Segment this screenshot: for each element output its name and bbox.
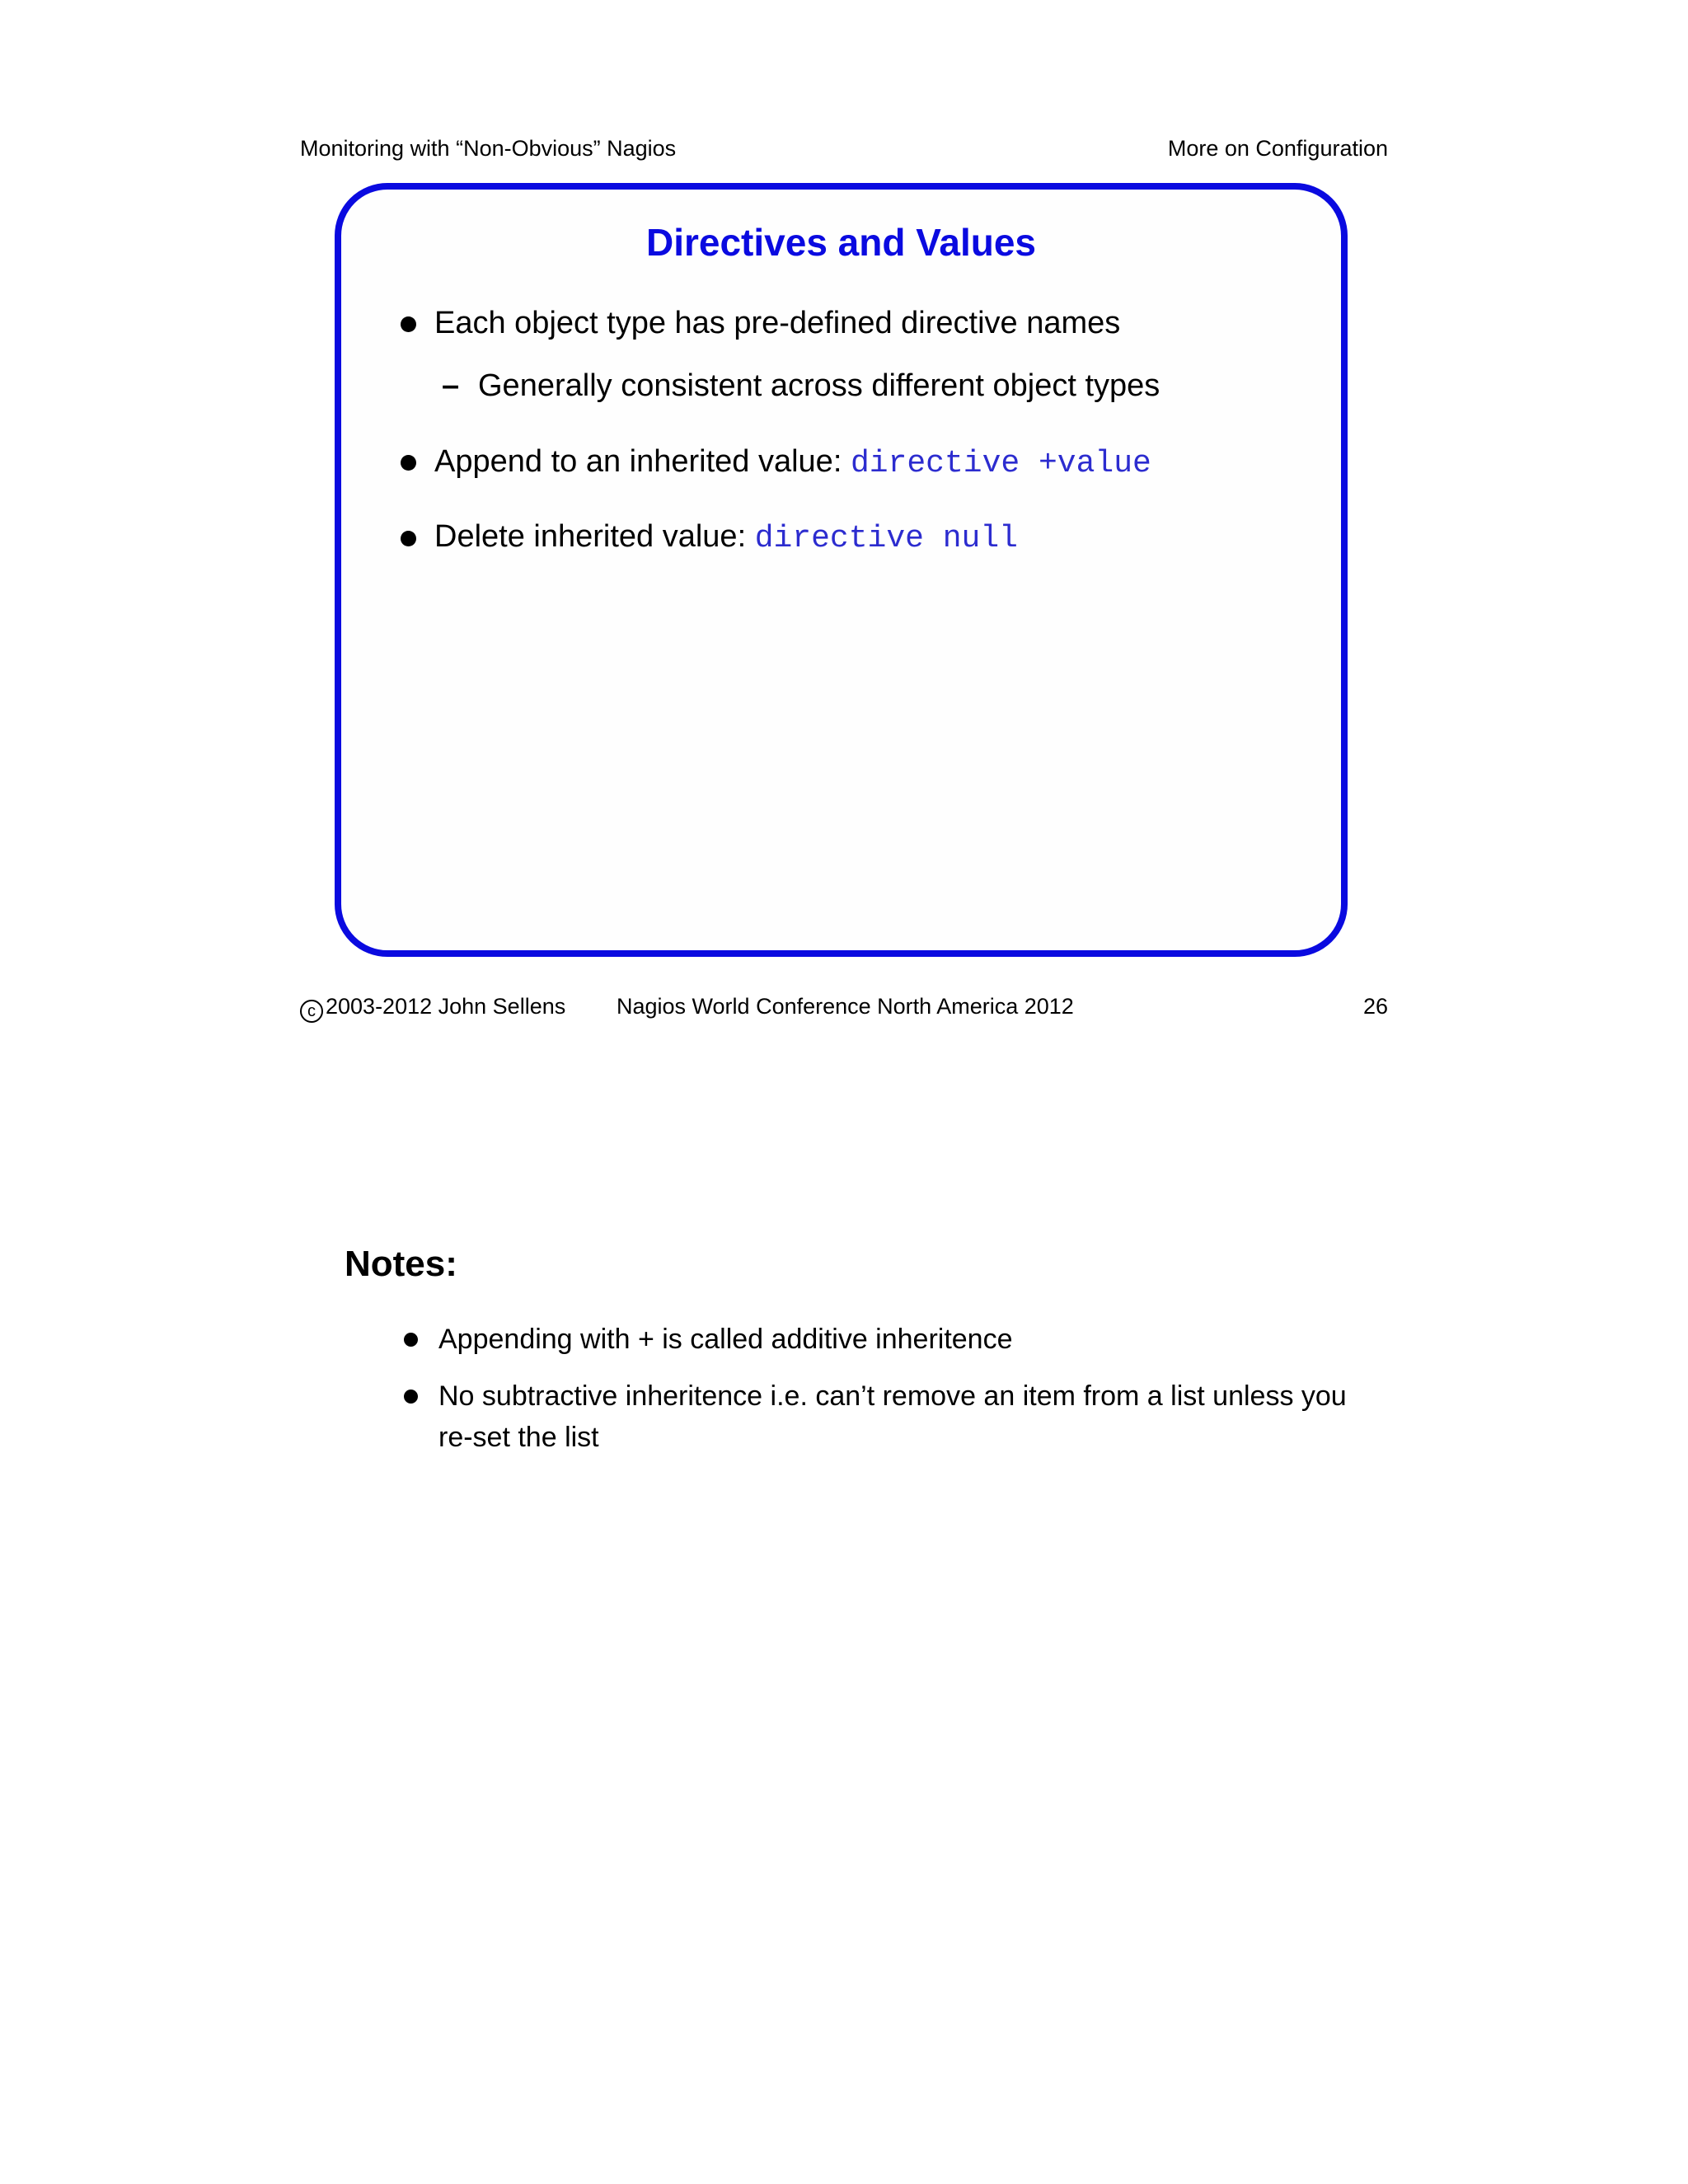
bullet-dot-icon [404,1390,418,1404]
code-snippet: directive null [754,521,1018,556]
code-snippet: directive +value [850,446,1151,481]
running-header-right: More on Configuration [1167,136,1388,161]
note-item-continuation: re-set the list [438,1422,599,1453]
bullet-dot-icon [401,316,416,332]
bullet-dot-icon [401,455,416,471]
slide-frame [335,183,1348,957]
note-item: No subtractive inheritence i.e. can’t remove an item from a list unless you [438,1380,1347,1412]
slide-bullet [434,517,1018,559]
bullet-dot-icon [404,1333,418,1347]
bullet-text: Append to an inherited value: [434,444,851,479]
slide-bullet-list [341,190,1341,950]
footer-author: 2003-2012 John Sellens [326,994,566,1019]
notes-heading: Notes: [345,1244,457,1284]
footer-page-number: 26 [1362,994,1388,1019]
slide-bullet [434,442,1151,484]
copyright-icon: c [300,1000,323,1023]
running-header-left: Monitoring with “Non-Obvious” Nagios [300,136,677,161]
footer-copyright [300,992,565,1023]
dash-icon: – [442,368,460,403]
footer-conference: Nagios World Conference North America 2012 [617,994,1074,1019]
bullet-text: Delete inherited value: [434,519,755,554]
slide-sub-bullet: Generally consistent across different object types [478,368,1160,403]
slide-bullet: Each object type has pre-defined directive names [434,306,1121,340]
note-item: Appending with + is called additive inheritence [438,1324,1013,1355]
slide-title: Directives and Values [645,221,1037,264]
bullet-dot-icon [401,531,416,546]
